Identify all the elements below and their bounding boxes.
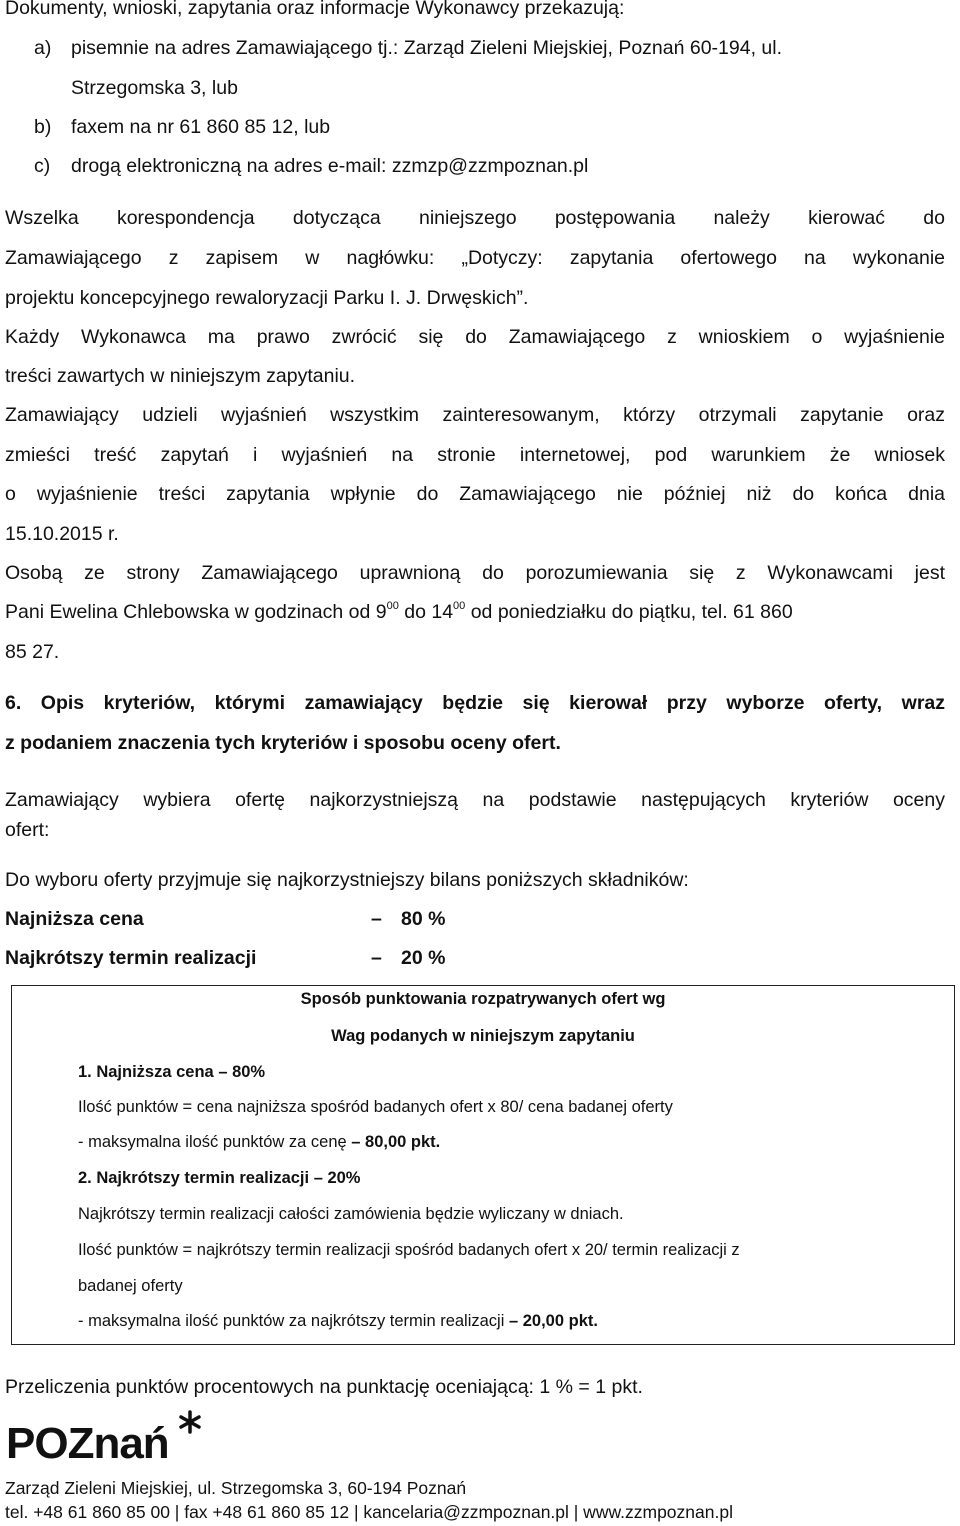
footer-contacts: tel. +48 61 860 85 00 | fax +48 61 860 85 12 | kancelaria@zzmpoznan.pl | www.zzmpoznan.pl	[5, 1502, 733, 1522]
clarification-line-2: zmieści treść zapytań i wyjaśnień na stronie internetowej, pod warunkiem że wniosek	[5, 444, 945, 466]
contractor-rights-line-1: Każdy Wykonawca ma prawo zwrócić się do Zamawiającego z wnioskiem o wyjaśnienie	[5, 326, 945, 348]
criteria-intro-line-2: ofert:	[5, 819, 50, 841]
criterion-price-dash: –	[371, 908, 382, 930]
criterion-1-heading: 1. Najniższa cena – 80%	[78, 1063, 266, 1081]
poznan-logo	[6, 1408, 211, 1464]
criterion-time-value: 20 %	[401, 947, 446, 969]
contact-person-line-1: Osobą ze strony Zamawiającego uprawnioną do porozumiewania się z Wykonawcami jest	[5, 562, 945, 584]
box-title-line-1: Sposób punktowania rozpatrywanych ofert wg	[300, 990, 666, 1008]
list-label-b: b)	[34, 116, 52, 138]
footer-address: Zarząd Zieleni Miejskiej, ul. Strzegomska 3, 60-194 Poznań	[5, 1478, 467, 1498]
list-item-a: pisemnie na adres Zamawiającego tj.: Zarząd Zieleni Miejskiej, Poznań 60-194, ul.	[71, 37, 783, 59]
logo-wordmark: POZnań	[6, 1419, 169, 1464]
contractor-rights-line-2: treści zawartych w niniejszym zapytaniu.	[5, 365, 356, 387]
criterion-price-label: Najniższa cena	[5, 908, 144, 930]
section-6-heading-line-1: 6. Opis kryteriów, którymi zamawiający będzie się kierował przy wyborze oferty, wraz	[5, 692, 945, 714]
correspondence-line-3: projektu koncepcyjnego rewaloryzacji Parku I. J. Drwęskich”.	[5, 287, 529, 309]
list-item-a-cont: Strzegomska 3, lub	[71, 77, 238, 99]
balance-sentence: Do wyboru oferty przyjmuje się najkorzystniejszy bilans poniższych składników:	[5, 869, 689, 891]
criterion-2-description: Najkrótszy termin realizacji całości zamówienia będzie wyliczany w dniach.	[78, 1205, 624, 1223]
clarification-line-4: 15.10.2015 r.	[5, 523, 119, 545]
criterion-time-dash: –	[371, 947, 382, 969]
criterion-2-max: - maksymalna ilość punktów za najkrótszy termin realizacji – 20,00 pkt.	[78, 1312, 598, 1330]
criterion-1-max: - maksymalna ilość punktów za cenę – 80,00 pkt.	[78, 1133, 441, 1151]
box-title-line-2: Wag podanych w niniejszym zapytaniu	[331, 1027, 635, 1045]
criterion-2-formula-line-2: badanej oferty	[78, 1277, 183, 1295]
logo-star-icon	[181, 1412, 199, 1432]
contact-person-line-3: 85 27.	[5, 641, 60, 663]
hour-superscript-from: 00	[386, 599, 399, 612]
clarification-line-1: Zamawiający udzieli wyjaśnień wszystkim zainteresowanym, którzy otrzymali zapytanie oraz	[5, 404, 945, 426]
clarification-line-3: o wyjaśnienie treści zapytania wpłynie do Zamawiającego nie później niż do końca dnia	[5, 483, 945, 505]
criterion-price-value: 80 %	[401, 908, 446, 930]
criterion-time-label: Najkrótszy termin realizacji	[5, 947, 257, 969]
list-item-b: faxem na nr 61 860 85 12, lub	[71, 116, 331, 138]
correspondence-line-1: Wszelka korespondencja dotycząca niniejszego postępowania należy kierować do	[5, 207, 945, 229]
list-label-c: c)	[34, 155, 51, 177]
section-6-heading-line-2: z podaniem znaczenia tych kryteriów i sposobu oceny ofert.	[5, 732, 561, 754]
intro-line: Dokumenty, wnioski, zapytania oraz informacje Wykonawcy przekazują:	[5, 0, 625, 19]
list-label-a: a)	[34, 37, 52, 59]
criterion-2-formula-line-1: Ilość punktów = najkrótszy termin realizacji spośród badanych ofert x 20/ termin realizacji z	[78, 1241, 740, 1259]
list-item-c: drogą elektroniczną na adres e-mail: zzmzp@zzmpoznan.pl	[71, 155, 589, 177]
criterion-2-heading: 2. Najkrótszy termin realizacji – 20%	[78, 1169, 361, 1187]
criterion-1-formula: Ilość punktów = cena najniższa spośród badanych ofert x 80/ cena badanej oferty	[78, 1098, 673, 1116]
criteria-intro-line-1: Zamawiający wybiera ofertę najkorzystniejszą na podstawie następujących kryteriów oceny	[5, 789, 945, 811]
conversion-note: Przeliczenia punktów procentowych na punktację oceniającą: 1 % = 1 pkt.	[5, 1376, 643, 1398]
correspondence-line-2: Zamawiającego z zapisem w nagłówku: „Dotyczy: zapytania ofertowego na wykonanie	[5, 247, 945, 269]
hour-superscript-to: 00	[453, 599, 466, 612]
contact-person-line-2: Pani Ewelina Chlebowska w godzinach od $9^{00}$ do $14^{00}$ od poniedziałku do piątku, tel. 61 860	[5, 599, 793, 623]
scoring-method-box	[11, 985, 955, 1345]
